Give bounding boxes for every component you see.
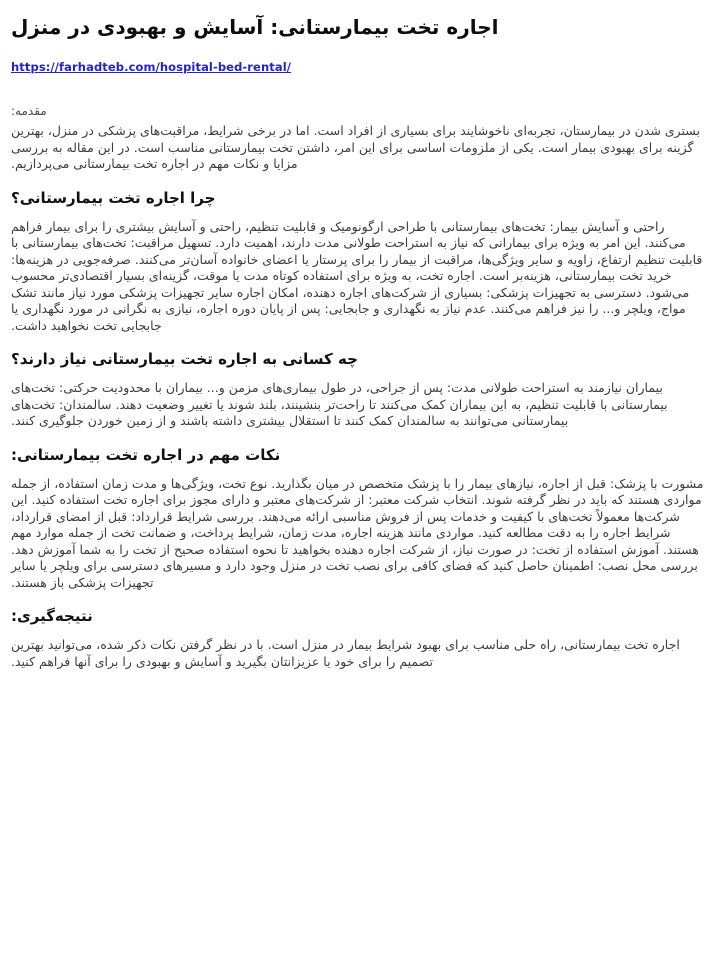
section-heading-who-needs: چه کسانی به اجاره تخت بیمارستانی نیاز دارند؟ [11,350,358,368]
source-link-row [11,56,709,75]
section-heading-why-rent: چرا اجاره تخت بیمارستانی؟ [11,188,216,207]
section-paragraph-who-needs: بیماران نیازمند به استراحت طولانی مدت: پس از جراحی، در طول بیماری‌های مزمن و... بیماران با محدودیت حرکتی: تخت‌های بیمارستانی با قابلیت تنظیم، به این بیماران کمک می‌کنند تا راحت‌تر بنشینند، بلند شوند یا تغییر وضعیت دهند. سالمندان: تخت‌های بیمارستانی می‌توانند به سالمندان کمک کنند تا استقلال بیشتری داشته باشند و از زمین خوردن جلوگیری کنند. [11,380,668,428]
section-paragraph-conclusion: اجاره تخت بیمارستانی، راه حلی مناسب برای بهبود شرایط بیمار در منزل است. با در نظر گرفتن نکات ذکر شده، می‌توانید بهترین تصمیم را برای خود یا عزیزانتان بگیرید و آسایش و بهبودی را برای آنها فراهم کنید. [11,637,680,669]
section-heading-important-points: نکات مهم در اجاره تخت بیمارستانی: [11,445,281,464]
source-link[interactable]: https://farhadteb.com/hospital-bed-rental/ [11,60,292,74]
section-paragraph-why-rent: راحتی و آسایش بیمار: تخت‌های بیمارستانی با طراحی ارگونومیک و قابلیت تنظیم، راحتی و آسایش بیشتری را برای بیمار فراهم می‌کنند. این امر به ویژه برای بیمارانی که نیاز به استراحت طولانی مدت دارند، اهمیت دارد. تسهیل مراقبت: تخت‌های بیمارستانی با قابلیت تنظیم ارتفاع، زاویه و سایر ویژگی‌ها، مراقبت از بیمار را برای پرستار یا اعضای خانواده آسان‌تر می‌کنند. صرفه‌جویی در هزینه‌ها: خرید تخت بیمارستانی، هزینه‌بر است. اجاره تخت، به ویژه برای استفاده کوتاه مدت یا موقت، گزینه‌ای بسیار اقتصادی‌تر محسوب می‌شود. دسترسی به تجهیزات پزشکی: بسیاری از شرکت‌های اجاره دهنده، امکان اجاره سایر تجهیزات پزشکی مورد نیاز مانند تشک مواج، ویلچر و... را نیز فراهم می‌کنند. عدم نیاز به نگهداری و جابجایی: پس از پایان دوره اجاره، نیازی به نگرانی در مورد نگهداری یا جابجایی تخت نخواهید داشت. [11,218,703,333]
intro-paragraph: بستری شدن در بیمارستان، تجربه‌ای ناخوشایند برای بسیاری از افراد است. اما در برخی شرایط، مراقبت‌های پزشکی در منزل، بهترین گزینه برای بهبودی بیمار است. یکی از ملزومات اساسی برای این امر، داشتن تخت بیمارستانی مناسب است. در این مقاله به بررسی مزایا و نکات مهم در اجاره تخت بیمارستانی می‌پردازیم. [11,123,700,171]
page-title: اجاره تخت بیمارستانی: آسایش و بهبودی در منزل [11,15,499,39]
intro-label: مقدمه: [11,104,47,118]
section-paragraph-important-points: مشورت با پزشک: قبل از اجاره، نیازهای بیمار را با پزشک متخصص در میان بگذارید. نوع تخت، ویژگی‌ها و مدت زمان استفاده، از جمله مواردی هستند که باید در نظر گرفته شوند. انتخاب شرکت معتبر: از شرکت‌های معتبر و دارای مجوز برای اجاره تخت استفاده کنید. این شرکت‌ها معمولاً تخت‌های با کیفیت و خدمات پس از فروش مناسبی ارائه می‌دهند. بررسی شرایط قرارداد: قبل از امضای قرارداد، شرایط اجاره را به دقت مطالعه کنید. مواردی مانند هزینه اجاره، مدت زمان، شرایط پرداخت، و ضمانت تخت از جمله موارد مهم هستند. آموزش استفاده از تخت: در صورت نیاز، از شرکت اجاره دهنده بخواهید تا نحوه استفاده صحیح از تخت را به شما آموزش دهد. بررسی محل نصب: اطمینان حاصل کنید که فضای کافی برای نصب تخت در منزل وجود دارد و مسیرهای دسترسی برای ویلچر یا سایر تجهیزات پزشکی باز هستند. [11,475,704,590]
section-heading-conclusion: نتیجه‌گیری: [11,607,93,625]
